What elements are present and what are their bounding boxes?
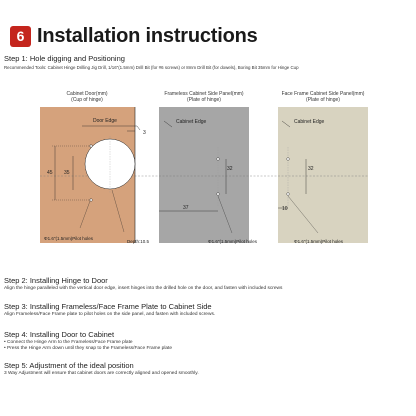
step5-desc: 3 Way Adjustment will ensure that cabinet doors are correctly aligned and opened smoothly. bbox=[4, 371, 199, 376]
step3-title: Step 3: Installing Frameless/Face Frame Plate to Cabinet Side bbox=[4, 302, 212, 311]
door-edge-label: Door Edge bbox=[93, 118, 117, 124]
faceframe-hole-bottom bbox=[287, 193, 290, 196]
dim-35: 35 bbox=[64, 170, 70, 176]
faceframe-hole-top bbox=[287, 158, 290, 161]
door-diagram bbox=[44, 107, 150, 244]
step1-title: Step 1: Hole digging and Positioning bbox=[4, 54, 125, 63]
dim-10: 10 bbox=[282, 206, 288, 212]
dim-32-faceframe: 32 bbox=[308, 166, 314, 172]
step-number-badge: 6 bbox=[10, 26, 31, 47]
step3-desc: Align Frameless/Face Frame plate to pilot holes on the side panel, and fasten with included screws. bbox=[4, 312, 216, 317]
step2-title: Step 2: Installing Hinge to Door bbox=[4, 276, 108, 285]
frameless-hole-top bbox=[217, 158, 220, 161]
step4-title: Step 4: Installing Door to Cabinet bbox=[4, 330, 115, 339]
step4-bullet-1: • Connect the Hinge Arm to the Frameless/Face Frame plate bbox=[4, 340, 133, 345]
dim-32-frameless: 32 bbox=[227, 166, 233, 172]
step4-bullet-2: • Press the Hinge Arm down until they snap to the Frameless/Face Frame plate bbox=[4, 346, 173, 351]
page-title: Installation instructions bbox=[37, 24, 258, 47]
dim-45: 45 bbox=[47, 170, 53, 176]
step5-title: Step 5: Adjustment of the ideal position bbox=[4, 361, 134, 370]
faceframe-pilot-label: Φ1.6"(1.5mm)Pilot holes bbox=[294, 239, 343, 244]
frameless-panel-label: Frameless Cabinet Side Panel(mm) (Plate of hinge) bbox=[164, 91, 244, 103]
faceframe-panel-label: Face Frame Cabinet Side Panel(mm) (Plate of hinge) bbox=[281, 91, 365, 103]
frameless-pilot-label: Φ1.6"(1.5mm)Pilot holes bbox=[208, 239, 257, 244]
frameless-edge-label: Cabinet Edge bbox=[176, 119, 207, 125]
step1-tools: Recommended Tools: Cabinet Hinge Drilling Jig Drill, 1/16"(1.5mm) Drill Bit (for #6 screws) or 8mm Drill Bit (for dowels), Boring Bit 35mm for Hinge Cup bbox=[4, 65, 299, 70]
step2-desc: Align the hinge paralleled with the vertical door edge, insert hinges into the drilled hole on the door, and fasten with included screws bbox=[4, 286, 283, 291]
frameless-hole-bottom bbox=[217, 193, 220, 196]
dim-3: 3 bbox=[143, 130, 146, 136]
dim-37: 37 bbox=[183, 205, 189, 211]
faceframe-diagram bbox=[278, 119, 344, 244]
door-panel-label: Cabinet Door(mm) (Cup of hinge) bbox=[66, 91, 108, 103]
depth-label: Depth:10.5 bbox=[127, 239, 150, 244]
door-pilot-label: Φ1.6"(1.5mm)Pilot holes bbox=[44, 236, 93, 241]
faceframe-edge-label: Cabinet Edge bbox=[294, 119, 325, 125]
frameless-diagram bbox=[159, 119, 258, 244]
